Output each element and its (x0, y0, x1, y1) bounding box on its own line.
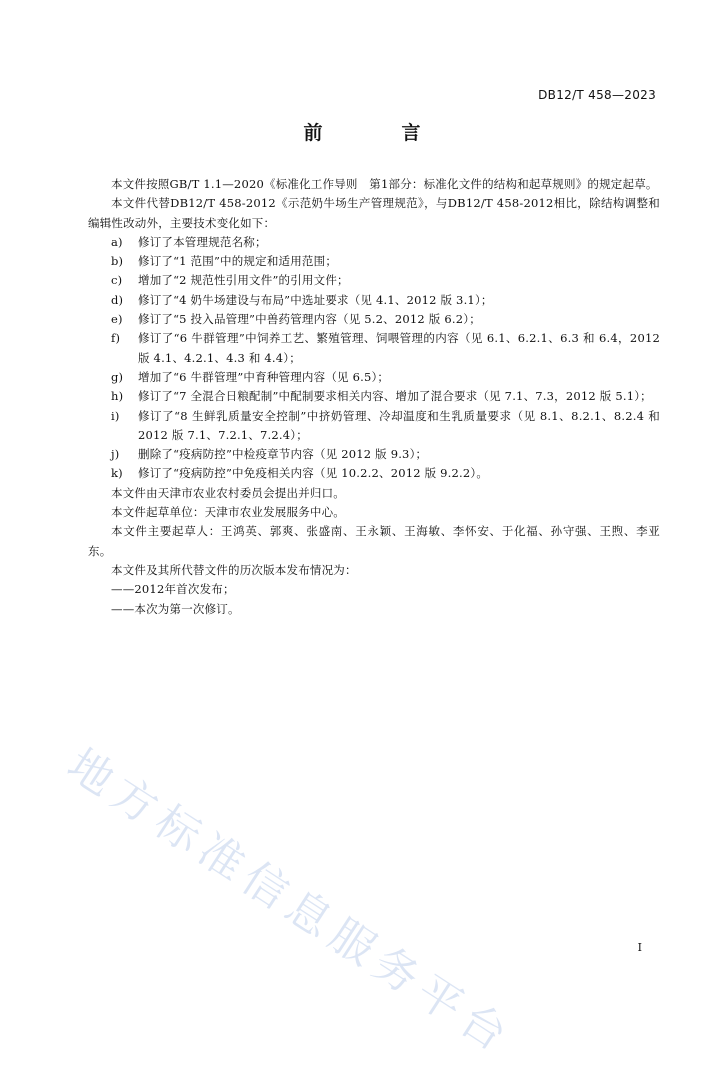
list-item-marker: a) (111, 234, 123, 249)
list-item-marker: e) (111, 312, 123, 327)
paragraph-drafting-basis: 本文件按照GB/T 1.1—2020《标准化工作导则 第1部分：标准化文件的结构和起草规则》的规定起草。 (111, 177, 658, 191)
list-item-text: 删除了“疫病防控”中检疫章节内容（见 2012 版 9.3）； (138, 447, 428, 462)
list-item (88, 329, 660, 368)
history-entry: ——2012年首次发布； (111, 582, 235, 597)
history-entry: ——本次为第一次修订。 (111, 601, 240, 616)
list-item-marker: h) (111, 389, 124, 404)
list-item (88, 407, 660, 446)
list-item-text: 修订了“5 投入品管理”中兽药管理内容（见 5.2、2012 版 6.2）； (138, 312, 481, 327)
list-item-marker: f) (111, 331, 121, 346)
list-item-marker: c) (111, 273, 123, 288)
list-item (88, 368, 660, 387)
list-item-text: 修订了本管理规范名称； (138, 234, 267, 249)
list-item (88, 291, 660, 310)
list-item-marker: g) (111, 369, 124, 384)
list-item-text: 修订了“疫病防控”中免疫相关内容（见 10.2.2、2012 版 9.2.2）。 (138, 466, 489, 481)
list-item (88, 271, 660, 290)
list-item-text: 修订了“8 生鲜乳质量安全控制”中挤奶管理、冷却温度和生乳质量要求（见 8.1、8.2.1、8.2.4 和 2012 版 7.1、7.2.1、7.2.4）； (138, 408, 660, 442)
paragraph-replacement: 本文件代替DB12/T 458-2012《示范奶牛场生产管理规范》，与DB12/T 458-2012相比，除结构调整和编辑性改动外，主要技术变化如下： (88, 196, 660, 230)
list-item (88, 233, 660, 252)
list-item-text: 修订了“6 牛群管理”中饲养工艺、繁殖管理、饲喂管理的内容（见 6.1、6.2.1、6.3 和 6.4，2012 版 4.1、4.2.1、4.3 和 4.4）； (138, 331, 660, 365)
paragraph-history-intro: 本文件及其所代替文件的历次版本发布情况为： (111, 562, 357, 577)
list-item-marker: d) (111, 292, 124, 307)
list-item (88, 387, 660, 406)
list-item (88, 445, 660, 464)
page-title: 前 言 (303, 122, 451, 144)
list-item-text: 修订了“7 全混合日粮配制”中配制要求相关内容、增加了混合要求（见 7.1、7.3，2012 版 5.1）； (138, 389, 652, 404)
list-item-text: 修订了“4 奶牛场建设与布局”中选址要求（见 4.1、2012 版 3.1）； (138, 292, 493, 307)
document-code: DB12/T 458—2023 (538, 88, 656, 102)
list-item-text: 增加了“2 规范性引用文件”的引用文件； (138, 273, 349, 288)
paragraph-drafting-unit: 本文件起草单位：天津市农业发展服务中心。 (111, 505, 345, 520)
page-number: I (637, 941, 642, 954)
list-item-marker: b) (111, 254, 124, 269)
list-item-text: 增加了“6 牛群管理”中育种管理内容（见 6.5）； (138, 369, 390, 384)
list-item (88, 464, 660, 483)
list-item (88, 310, 660, 329)
list-item-marker: j) (111, 447, 120, 462)
watermark: 地方标准信息服务平台 (58, 739, 523, 1066)
foreword-body (88, 175, 660, 619)
list-item-marker: i) (111, 408, 120, 423)
paragraph-proposer: 本文件由天津市农业农村委员会提出并归口。 (111, 485, 345, 500)
list-item (88, 252, 660, 271)
list-item-marker: k) (111, 466, 123, 481)
paragraph-drafters: 本文件主要起草人：王鸿英、郭爽、张盛南、王永颖、王海敏、李怀安、于化福、孙守强、王煦、李亚东。 (88, 524, 660, 558)
list-item-text: 修订了“1 范围”中的规定和适用范围； (138, 254, 338, 269)
